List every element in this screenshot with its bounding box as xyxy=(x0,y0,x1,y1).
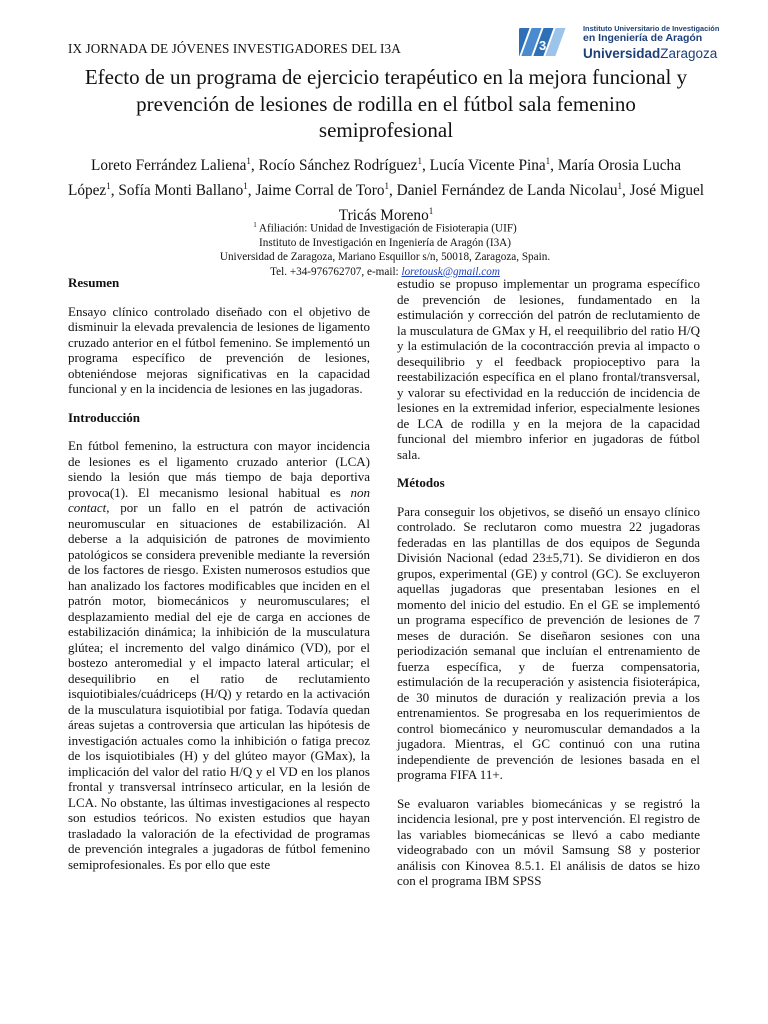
author-affiliation-sup: 1 xyxy=(417,156,422,166)
contact-prefix: Tel. +34-976762707, e-mail: xyxy=(270,265,402,278)
affiliation-line-2: Instituto de Investigación en Ingeniería de Aragón (I3A) xyxy=(259,237,511,250)
logo-line-2: en Ingeniería de Aragón xyxy=(583,32,703,44)
author-affiliation-sup: 1 xyxy=(428,206,434,217)
svg-text:3: 3 xyxy=(539,38,547,53)
metodos-paragraph-1: Para conseguir los objetivos, se diseñó un ensayo clínico controlado. Se reclutaron como muestra 22 jugadoras federadas en las plantillas de dos equipos de Segunda División Nacional (edad 23±5,71). Se dividieron en dos grupos, experimental (GE) y control (GC). Se excluyeron aquellas jugadoras que presentaban lesiones en el momento del inicio del estudio. En el GE se implementó un programa específico de prevención de lesiones de 7 meses de duración. Se diseñaron sesiones con una periodización semanal que incluían el entrenamiento de fuerza específica, y de fuerza compensatoria, estimulación de la recuperación y asistencia fisioterápica, de 30 minutos de duración y realización previa a los entrenamientos. Se progresaba en los requerimientos de control biomecánico y neuromuscular demandados a la jugadora. Mientras, el GC continuó con una rutina independiente de prevención de lesiones basada en el programa FIFA 11+. xyxy=(397,503,700,782)
i3a-logo xyxy=(515,18,720,64)
right-column xyxy=(397,276,700,889)
affiliation-sup: 1 xyxy=(253,221,257,229)
author-affiliation-sup: 1 xyxy=(545,156,551,166)
author-name: María Orosia Lucha López xyxy=(67,157,681,200)
author-affiliation-sup: 1 xyxy=(243,181,248,192)
intro-text-b: , por un fallo en el patrón de activación neuromuscular en situaciones de estabilización. Al deberse a la adquisición de patrones de movimiento patológicos se considera prevenible mediante la reversión de los factores de riesgo. Existen numerosos estudios que han analizado los factores modificables que inciden en el patrón motor, biomecánicos y neuromusculares; el desplazamiento medial del eje de carga en acciones de estabilización dinámica; la inhibición de la musculatura glútea; el incremento del valgo dinámico (VD), por el bostezo anteromedial y el impacto lateral articular; el desequilibrio en el ratio de reclutamiento isquiotibiales/cuádriceps (H/Q) y retardo en la activación de la musculatura isquiotibial por fatiga. Todavía quedan áreas sujetas a controversia que articulan las hipótesis de investigación actuales como la inhibición o fatiga precoz de los isquiotibiales (H) y del glúteo mayor (GMax), la implicación del valor del ratio H/Q y el VD en los planos frontal y transversal intrínseco articular, en la lesión de LCA. No obstante, las últimas investigaciones al respecto son estudios teóricos. No existen estudios que hayan trasladado la valoración de la efectividad de programas de prevención integrales a jugadoras de fútbol femenino semiprofesionales. Es por ello que este xyxy=(68,500,370,872)
intro-text-em: non contact xyxy=(68,484,370,515)
author-name: Daniel Fernández de Landa Nicolau xyxy=(396,182,618,200)
logo-universidad: Universidad xyxy=(583,46,661,61)
affiliation-text: Afiliación: Unidad de Investigación de Fisioterapia (UIF) xyxy=(256,222,517,235)
author-name: Lucía Vicente Pina xyxy=(429,157,546,175)
author-name: Jaime Corral de Toro xyxy=(255,182,385,200)
introduccion-text xyxy=(68,438,370,872)
logo-zaragoza: Zaragoza xyxy=(660,46,718,61)
introduccion-continuation: estudio se propuso implementar un programa específico de prevención de lesiones, fundamentado en la estimulación y corrección del patrón de reclutamiento de la musculatura de GMax y H, el reequilibrio del ratio H/Q y la estimulación de la cocontracción previa al impacto o desequilibrio y el feedback propioceptivo para la reestabilización específica en el plano frontal/transversal, y valorar su efectividad en la reducción de incidencia de lesiones en la extremidad inferior, especialmente lesiones de LCA de rodilla y en la mejora de la capacidad funcional del miembro inferior en jugadoras de fútbol sala. xyxy=(397,276,700,462)
conference-header: IX JORNADA DE JÓVENES INVESTIGADORES DEL I3A xyxy=(68,41,401,56)
paper-title: Efecto de un programa de ejercicio terapéutico en la mejora funcional y prevención de lesiones de rodilla en el fútbol sala femenino semiprofesional xyxy=(84,65,688,142)
left-column xyxy=(68,275,370,872)
metodos-heading: Métodos xyxy=(397,475,445,490)
author-name: Loreto Ferrández Laliena xyxy=(90,157,247,175)
author-name: José Miguel Tricás Moreno xyxy=(338,182,705,225)
logo-line-3 xyxy=(583,46,717,61)
resumen-heading: Resumen xyxy=(68,275,120,290)
author-list: Loreto Ferrández Laliena$^1$, Rocío Sánchez Rodríguez$^1$, Lucía Vicente Pina$^1$, María Orosia Lucha López$^1$, Sofía Monti Ballano$^1$, Jaime Corral de Toro$^1$, Daniel Fernández de Landa Nicolau$^1$, José Miguel Tricás Moreno$^1$ xyxy=(67,156,705,225)
author-affiliation-sup: 1 xyxy=(246,156,251,166)
affiliation-line-1 xyxy=(90,218,680,236)
author-affiliation-sup: 1 xyxy=(106,181,111,192)
affiliation-line-3: Universidad de Zaragoza, Mariano Esquillor s/n, 50018, Zaragoza, Spain. xyxy=(219,251,551,264)
logo-line-1: Instituto Universitario de Investigación xyxy=(583,24,720,33)
author-affiliation-sup: 1 xyxy=(384,181,389,192)
i3a-logo-icon xyxy=(519,24,575,60)
author-name: Rocío Sánchez Rodríguez xyxy=(258,157,418,175)
metodos-paragraph-2: Se evaluaron variables biomecánicas y se registró la incidencia lesional, pre y post intervención. El registro de las variables biomecánicas se llevó a cabo mediante videograbado con un móvil Samsung S8 y posterior análisis con Kinovea 8.5.1. El análisis de datos se hizo con el programa IBM SPSS xyxy=(397,795,700,888)
intro-text-a: En fútbol femenino, la estructura con mayor incidencia de lesiones es el ligamento cruzado anterior (LCA) siendo la lesión que más tiempo de baja deportiva provoca(1). El mecanismo lesional habitual es xyxy=(68,438,370,500)
email-link[interactable]: loretousk@gmail.com xyxy=(401,265,500,278)
resumen-text: Ensayo clínico controlado diseñado con el objetivo de disminuir la elevada prevalencia de lesiones de ligamento cruzado anterior en el fútbol femenino. Se implementó un programa específico de prevención de lesiones, obteniéndose mejoras significativas en la capacidad funcional y en la incidencia de lesiones en las jugadoras. xyxy=(68,303,370,396)
author-affiliation-sup: 1 xyxy=(617,181,623,192)
affiliation-block xyxy=(90,218,680,279)
author-name: Sofía Monti Ballano xyxy=(118,182,244,200)
introduccion-heading: Introducción xyxy=(68,409,140,425)
